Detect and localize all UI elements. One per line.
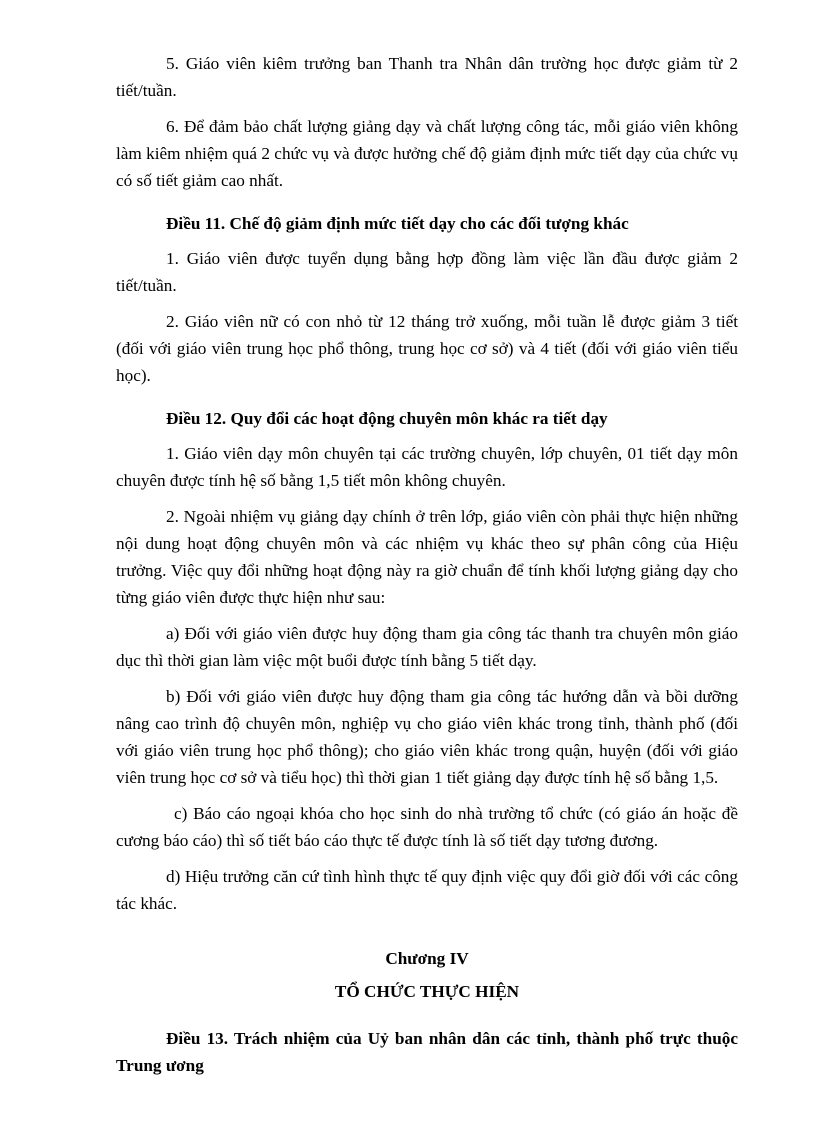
article-12-item-d: d) Hiệu trưởng căn cứ tình hình thực tế quy định việc quy đổi giờ đối với các công tác khác.: [116, 867, 738, 913]
article-11-item-2: 2. Giáo viên nữ có con nhỏ từ 12 tháng trở xuống, mỗi tuần lễ được giảm 3 tiết (đối với giáo viên trung học phổ thông, trung học cơ sở) và 4 tiết (đối với giáo viên tiểu học).: [116, 312, 738, 385]
article-12-item-b: b) Đối với giáo viên được huy động tham gia công tác hướng dẫn và bồi dưỡng nâng cao trình độ chuyên môn, nghiệp vụ cho giáo viên khác trong tỉnh, thành phố (đối với giáo viên trung học phổ thông); cho giáo viên khác trong quận, huyện (đối với giáo viên trung học cơ sở và tiểu học) thì thời gian 1 tiết giảng dạy được tính hệ số bằng 1,5.: [116, 687, 738, 787]
chapter-title: TỔ CHỨC THỰC HIỆN: [334, 982, 520, 1001]
document-page: [116, 50, 738, 1087]
article-12-item-2: 2. Ngoài nhiệm vụ giảng dạy chính ở trên lớp, giáo viên còn phải thực hiện những nội dung hoạt động chuyên môn và các nhiệm vụ khác theo sự phân công của Hiệu trưởng. Việc quy đổi những hoạt động này ra giờ chuẩn để tính khối lượng giảng dạy cho từng giáo viên được thực hiện như sau:: [116, 507, 738, 607]
article-11-item-1: 1. Giáo viên được tuyển dụng bằng hợp đồng làm việc lần đầu được giảm 2 tiết/tuần.: [116, 249, 738, 295]
article-11-heading: Điều 11. Chế độ giảm định mức tiết dạy cho các đối tượng khác: [166, 214, 629, 233]
article-12-item-a: a) Đối với giáo viên được huy động tham gia công tác thanh tra chuyên môn giáo dục thì thời gian làm việc một buổi được tính bằng 5 tiết dạy.: [116, 624, 738, 670]
article-13-heading: Điều 13. Trách nhiệm của Uỷ ban nhân dân các tỉnh, thành phố trực thuộc Trung ương: [116, 1029, 738, 1075]
article-12-heading: Điều 12. Quy đổi các hoạt động chuyên môn khác ra tiết dạy: [166, 409, 608, 428]
clause-5: 5. Giáo viên kiêm trưởng ban Thanh tra Nhân dân trường học được giảm từ 2 tiết/tuần.: [116, 54, 738, 100]
article-12-item-c: c) Báo cáo ngoại khóa cho học sinh do nhà trường tổ chức (có giáo án hoặc đề cương báo cáo) thì số tiết báo cáo thực tế được tính là số tiết dạy tương đương.: [116, 804, 738, 850]
clause-6: 6. Để đảm bảo chất lượng giảng dạy và chất lượng công tác, mỗi giáo viên không làm kiêm nhiệm quá 2 chức vụ và được hưởng chế độ giảm định mức tiết dạy của chức vụ có số tiết giảm cao nhất.: [116, 117, 738, 190]
chapter-number: Chương IV: [385, 949, 469, 968]
article-12-item-1: 1. Giáo viên dạy môn chuyên tại các trường chuyên, lớp chuyên, 01 tiết dạy môn chuyên được tính hệ số bằng 1,5 tiết môn không chuyên.: [116, 444, 738, 490]
